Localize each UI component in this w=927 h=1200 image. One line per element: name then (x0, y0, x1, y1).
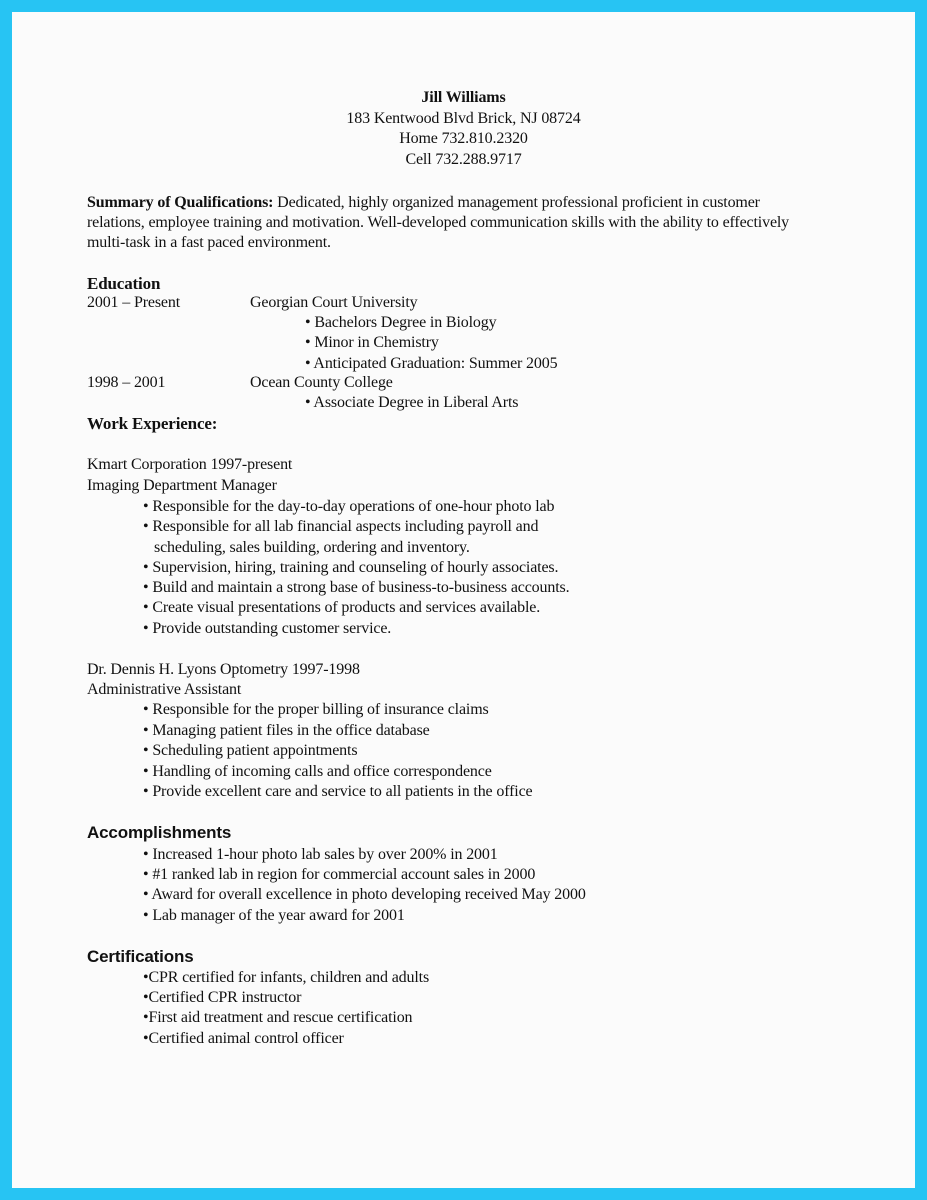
item-text: Increased 1-hour photo lab sales by over 200% in 2001 (152, 846, 498, 863)
job-item (143, 619, 391, 639)
employer: Dr. Dennis H. Lyons Optometry 1997-1998 (87, 661, 360, 678)
bullet-icon: • (143, 846, 149, 863)
job-item (143, 762, 492, 782)
item-text: #1 ranked lab in region for commercial account sales in 2000 (152, 866, 536, 883)
education-dates: 1998 – 2001 (87, 374, 166, 391)
accomplishments-heading: Accomplishments (87, 823, 232, 842)
bullet-icon: • (143, 969, 149, 986)
item-text: Certified CPR instructor (148, 989, 302, 1006)
job-item (143, 700, 489, 720)
item-text: Responsible for the day-to-day operations of one-hour photo lab (152, 498, 555, 515)
certification-item (143, 1029, 344, 1049)
job-role: Imaging Department Manager (87, 477, 277, 494)
item-text: Bachelors Degree in Biology (314, 314, 497, 331)
bullet-icon: • (143, 783, 149, 800)
job-role: Administrative Assistant (87, 681, 242, 698)
item-text: Minor in Chemistry (314, 334, 439, 351)
bullet-icon: • (143, 559, 149, 576)
education-school: Georgian Court University (250, 294, 418, 311)
bullet-icon: • (143, 579, 149, 596)
bullet-icon: • (143, 866, 149, 883)
bullet-icon: • (143, 1009, 149, 1026)
job-item (143, 741, 357, 761)
item-text: Supervision, hiring, training and counseling of hourly associates. (152, 559, 559, 576)
work-heading: Work Experience: (87, 414, 218, 433)
education-heading: Education (87, 274, 161, 293)
item-text: Lab manager of the year award for 2001 (152, 907, 405, 924)
job-item (143, 598, 540, 618)
item-text: Award for overall excellence in photo developing received May 2000 (151, 886, 586, 903)
education-item (305, 313, 496, 333)
employer: Kmart Corporation 1997-present (87, 456, 293, 473)
bullet-icon: • (305, 334, 311, 351)
summary-label: Summary of Qualifications: (87, 194, 274, 211)
job-item (143, 721, 430, 741)
item-text: Responsible for all lab financial aspects including payroll and (152, 518, 539, 535)
item-text: Associate Degree in Liberal Arts (313, 394, 519, 411)
bullet-icon: • (143, 722, 149, 739)
bullet-icon: • (305, 394, 311, 411)
job-item (143, 782, 532, 802)
education-item (305, 333, 439, 353)
bullet-icon: • (143, 599, 149, 616)
item-text: Certified animal control officer (148, 1030, 344, 1047)
item-text: Managing patient files in the office database (152, 722, 430, 739)
bullet-icon: • (143, 989, 149, 1006)
job-item (143, 497, 554, 517)
bullet-icon: • (143, 620, 149, 637)
bullet-icon: • (143, 742, 149, 759)
cell-phone: Cell 732.288.9717 (405, 151, 522, 168)
item-text: Responsible for the proper billing of insurance claims (152, 701, 489, 718)
job-item-continued: scheduling, sales building, ordering and inventory. (154, 539, 470, 556)
bullet-icon: • (305, 314, 311, 331)
education-school: Ocean County College (250, 374, 393, 391)
bullet-icon: • (305, 355, 311, 372)
accomplishment-item (143, 885, 586, 905)
item-text: Provide outstanding customer service. (152, 620, 392, 637)
job-item (143, 517, 538, 537)
summary-text: Dedicated, highly organized management professional proficient in customer (273, 194, 760, 211)
education-dates: 2001 – Present (87, 294, 181, 311)
item-text: Handling of incoming calls and office correspondence (152, 763, 492, 780)
item-text: Build and maintain a strong base of business-to-business accounts. (152, 579, 570, 596)
education-item (305, 354, 557, 374)
item-text: CPR certified for infants, children and adults (148, 969, 430, 986)
bullet-icon: • (143, 886, 149, 903)
accomplishment-item (143, 865, 535, 885)
item-text: Provide excellent care and service to all patients in the office (152, 783, 533, 800)
address: 183 Kentwood Blvd Brick, NJ 08724 (346, 110, 581, 127)
bullet-icon: • (143, 518, 149, 535)
summary-line: relations, employee training and motivation. Well-developed communication skills with the ability to effectively (87, 214, 790, 231)
certification-item (143, 988, 301, 1008)
bullet-icon: • (143, 907, 149, 924)
item-text: First aid treatment and rescue certification (148, 1009, 413, 1026)
accomplishment-item (143, 845, 498, 865)
item-text: Create visual presentations of products and services available. (152, 599, 541, 616)
item-text: Scheduling patient appointments (152, 742, 358, 759)
job-item (143, 578, 569, 598)
bullet-icon: • (143, 498, 149, 515)
home-phone: Home 732.810.2320 (399, 130, 528, 147)
bullet-icon: • (143, 763, 149, 780)
education-item (305, 393, 518, 413)
item-text: Anticipated Graduation: Summer 2005 (313, 355, 558, 372)
certification-item (143, 968, 429, 988)
bullet-icon: • (143, 701, 149, 718)
summary-line (87, 193, 760, 213)
certification-item (143, 1008, 412, 1028)
accomplishment-item (143, 906, 405, 926)
certifications-heading: Certifications (87, 947, 194, 966)
summary-line: multi-task in a fast paced environment. (87, 234, 331, 251)
name: Jill Williams (421, 89, 506, 106)
job-item (143, 558, 558, 578)
bullet-icon: • (143, 1030, 149, 1047)
resume-page (12, 12, 915, 1188)
